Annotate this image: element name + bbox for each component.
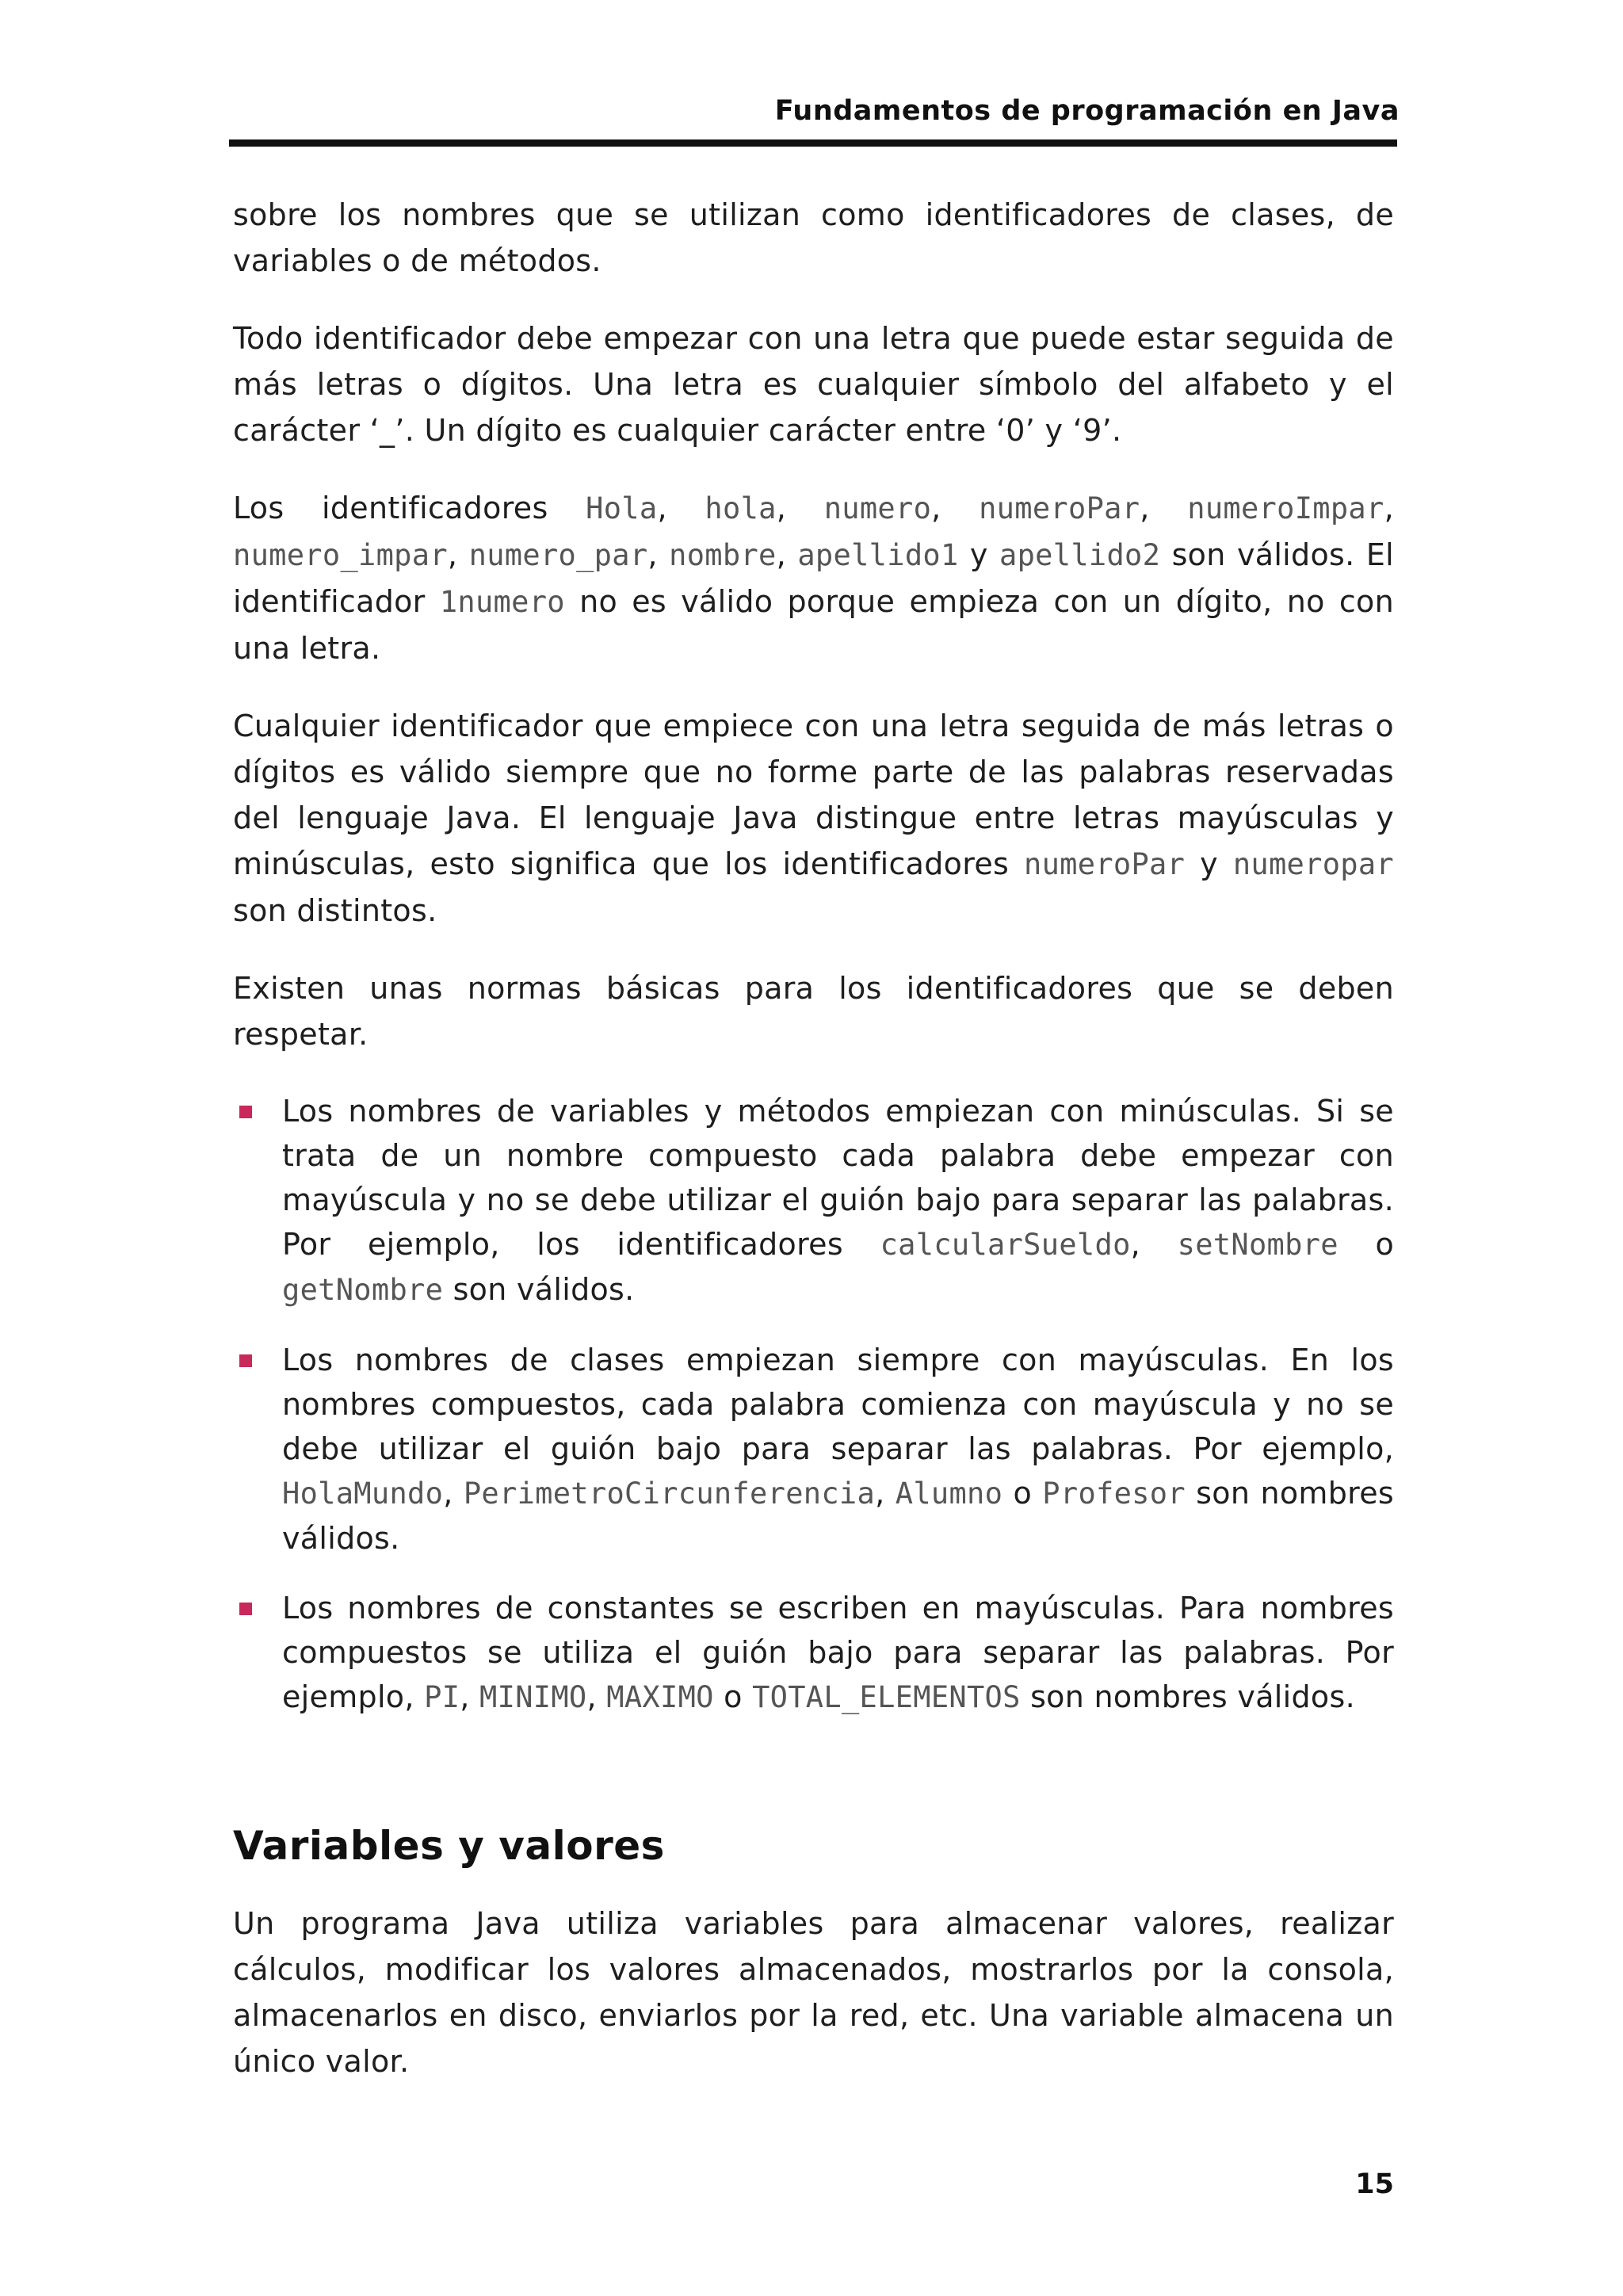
code-identifier: numero_par bbox=[468, 538, 648, 572]
paragraph-identifier-examples bbox=[233, 485, 1394, 671]
paragraph-variables-intro: Un programa Java utiliza variables para almacenar valores, realizar cálculos, modificar los valores almacenados, mostrarlos por la consola, almacenarlos en disco, enviarlos por la red, etc. Una variable almacena un único valor. bbox=[233, 1906, 1394, 2079]
text-run: , bbox=[1130, 1227, 1178, 1262]
code-identifier: Alumno bbox=[895, 1477, 1003, 1511]
paragraph-identifiers-intro: sobre los nombres que se utilizan como identificadores de clases, de variables o de métodos. bbox=[233, 197, 1394, 278]
text-run: , bbox=[1140, 491, 1188, 525]
paragraph-case-sensitivity bbox=[233, 703, 1394, 934]
paragraph-naming-norms-intro: Existen unas normas básicas para los identificadores que se deben respetar. bbox=[233, 971, 1394, 1052]
text-run: son nombres válidos. bbox=[1020, 1679, 1355, 1714]
code-identifier: getNombre bbox=[282, 1273, 444, 1307]
code-identifier: numero_impar bbox=[233, 538, 448, 572]
code-identifier: HolaMundo bbox=[282, 1477, 444, 1511]
header-rule bbox=[229, 139, 1397, 147]
text-run: , bbox=[460, 1679, 480, 1714]
code-identifier: calcularSueldo bbox=[880, 1228, 1131, 1262]
running-header-title: Fundamentos de programación en Java bbox=[774, 95, 1400, 127]
code-identifier: MAXIMO bbox=[606, 1680, 714, 1714]
page-body bbox=[233, 192, 1394, 2116]
code-identifier: apellido2 bbox=[999, 538, 1161, 572]
text-run: , bbox=[931, 491, 980, 525]
code-identifier: apellido1 bbox=[797, 538, 959, 572]
text-run: , bbox=[447, 537, 469, 572]
text-run: son válidos. bbox=[443, 1272, 635, 1307]
text-run: , bbox=[586, 1679, 607, 1714]
text-run: , bbox=[647, 537, 670, 572]
text-run: , bbox=[776, 537, 798, 572]
code-identifier: nombre bbox=[669, 538, 777, 572]
text-run: , bbox=[443, 1476, 464, 1511]
page-number: 15 bbox=[1355, 2168, 1394, 2200]
code-identifier: numeroPar bbox=[979, 491, 1140, 525]
text-run: y bbox=[1185, 846, 1233, 881]
text-run: no es válido porque empieza con un dígito, no con una letra. bbox=[233, 584, 1394, 666]
section-heading: Variables y valores bbox=[233, 1823, 665, 1869]
text-run: , bbox=[657, 491, 705, 525]
code-identifier: Profesor bbox=[1042, 1477, 1186, 1511]
text-run: o bbox=[1338, 1227, 1394, 1262]
list-item bbox=[233, 1338, 1394, 1561]
paragraph-identifier-rule: Todo identificador debe empezar con una letra que puede estar seguida de más letras o dígitos. Una letra es cualquier símbolo del alfabeto y el carácter ‘_’. Un dígito es cualquier carácter entre ‘0’ y ‘9’. bbox=[233, 321, 1394, 448]
square-bullet-icon bbox=[239, 1106, 252, 1118]
text-run: y bbox=[958, 537, 1000, 572]
text-run: Cualquier identificador que empiece con una letra seguida de más letras o dígitos es válido siempre que no forme parte de las palabras reservadas del lenguaje Java. El lenguaje Java distingue entre letras mayúsculas y minúsculas, esto significa que los identificadores bbox=[233, 709, 1394, 881]
code-identifier: TOTAL_ELEMENTOS bbox=[752, 1680, 1021, 1714]
code-identifier: numeroImpar bbox=[1187, 491, 1384, 525]
text-run: , bbox=[1384, 491, 1394, 525]
code-identifier: numero bbox=[823, 491, 932, 525]
code-identifier: PI bbox=[424, 1680, 460, 1714]
list-item bbox=[233, 1586, 1394, 1720]
text-run: Los nombres de clases empiezan siempre con mayúsculas. En los nombres compuestos, cada palabra comienza con mayúscula y no se debe utilizar el guión bajo para separar las palabras. Por ejemplo, bbox=[282, 1343, 1394, 1466]
text-run: , bbox=[776, 491, 824, 525]
list-item bbox=[233, 1089, 1394, 1312]
code-identifier: PerimetroCircunferencia bbox=[463, 1477, 876, 1511]
text-run: son distintos. bbox=[233, 893, 437, 928]
code-identifier: hola bbox=[705, 491, 777, 525]
code-identifier: 1numero bbox=[439, 585, 565, 619]
square-bullet-icon bbox=[239, 1354, 252, 1367]
code-identifier: MINIMO bbox=[479, 1680, 587, 1714]
code-identifier: Hola bbox=[586, 491, 658, 525]
text-run: Los nombres de variables y métodos empiezan con minúsculas. Si se trata de un nombre compuesto cada palabra debe empezar con mayúscula y no se debe utilizar el guión bajo para separar las palabras. Por ejemplo, los identificadores bbox=[282, 1094, 1394, 1262]
square-bullet-icon bbox=[239, 1603, 252, 1615]
text-run: o bbox=[1002, 1476, 1043, 1511]
text-run: Los identificadores bbox=[233, 491, 586, 525]
text-run: son nombres válidos. bbox=[282, 1476, 1395, 1556]
code-identifier: setNombre bbox=[1177, 1228, 1338, 1262]
text-run: o bbox=[713, 1679, 753, 1714]
code-identifier: numeroPar bbox=[1024, 847, 1186, 881]
text-run: , bbox=[875, 1476, 896, 1511]
text-run: son válidos. El identificador bbox=[233, 537, 1394, 619]
text-run: Los nombres de constantes se escriben en mayúsculas. Para nombres compuestos se utiliza el guión bajo para separar las palabras. Por ejemplo, bbox=[282, 1591, 1394, 1714]
code-identifier: numeropar bbox=[1232, 847, 1395, 881]
naming-rules-list bbox=[233, 1089, 1394, 1720]
